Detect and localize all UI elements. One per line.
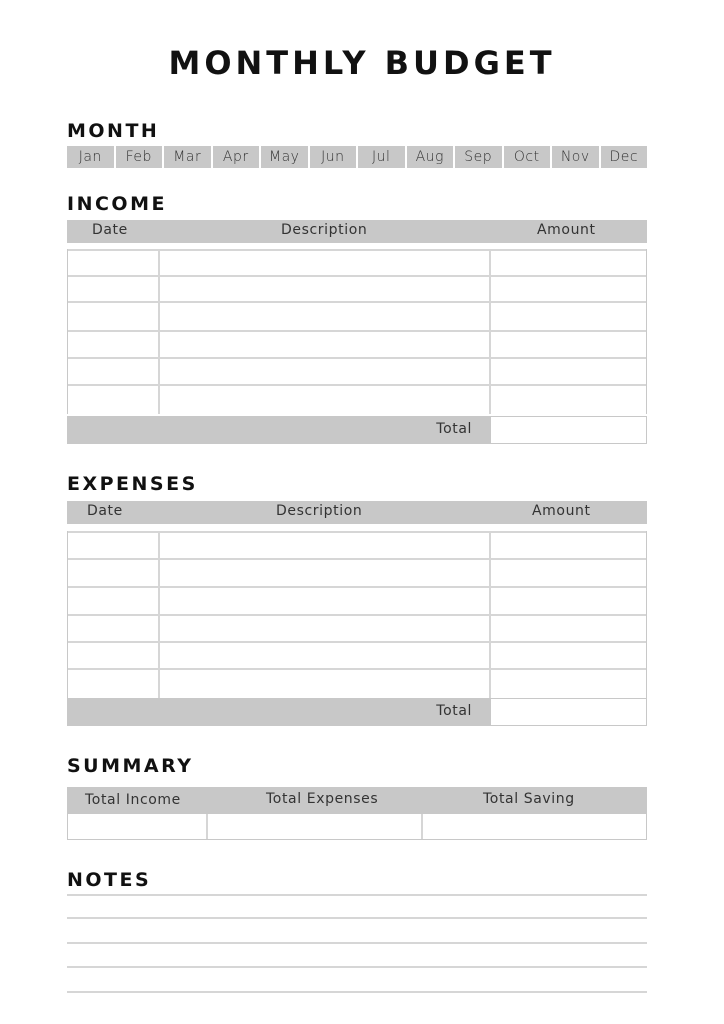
income-description-cell[interactable] bbox=[160, 251, 491, 275]
expense-description-cell[interactable] bbox=[160, 643, 491, 668]
expenses-total-label: Total bbox=[436, 703, 472, 719]
income-amount-cell[interactable] bbox=[491, 386, 646, 414]
month-dec[interactable]: Dec bbox=[601, 146, 648, 168]
income-description-cell[interactable] bbox=[160, 332, 491, 357]
income-date-cell[interactable] bbox=[68, 277, 160, 301]
month-nov[interactable]: Nov bbox=[552, 146, 601, 168]
table-row bbox=[68, 359, 646, 386]
table-row bbox=[68, 560, 646, 588]
expenses-col-description: Description bbox=[276, 503, 363, 519]
income-date-cell[interactable] bbox=[68, 386, 160, 414]
month-feb[interactable]: Feb bbox=[116, 146, 165, 168]
expense-description-cell[interactable] bbox=[160, 560, 491, 586]
month-aug[interactable]: Aug bbox=[407, 146, 456, 168]
expense-date-cell[interactable] bbox=[68, 670, 160, 698]
expense-amount-cell[interactable] bbox=[491, 560, 646, 586]
income-table-header bbox=[67, 220, 647, 243]
expenses-table-header bbox=[67, 501, 647, 524]
expense-description-cell[interactable] bbox=[160, 616, 491, 641]
income-col-amount: Amount bbox=[537, 222, 596, 238]
summary-values bbox=[67, 813, 647, 840]
expense-amount-cell[interactable] bbox=[491, 616, 646, 641]
income-amount-cell[interactable] bbox=[491, 277, 646, 301]
summary-heading: SUMMARY bbox=[67, 755, 194, 777]
income-amount-cell[interactable] bbox=[491, 359, 646, 384]
note-line[interactable] bbox=[67, 942, 647, 944]
expenses-col-date: Date bbox=[87, 503, 123, 519]
income-amount-cell[interactable] bbox=[491, 303, 646, 330]
month-jun[interactable]: Jun bbox=[310, 146, 359, 168]
month-may[interactable]: May bbox=[261, 146, 310, 168]
expenses-table bbox=[67, 531, 647, 698]
expense-date-cell[interactable] bbox=[68, 643, 160, 668]
income-col-date: Date bbox=[92, 222, 128, 238]
summary-total-income-label: Total Income bbox=[85, 792, 181, 808]
income-date-cell[interactable] bbox=[68, 251, 160, 275]
expense-date-cell[interactable] bbox=[68, 616, 160, 641]
income-amount-cell[interactable] bbox=[491, 332, 646, 357]
table-row bbox=[68, 332, 646, 359]
summary-total-expenses-value[interactable] bbox=[208, 814, 423, 839]
month-selector bbox=[67, 146, 647, 168]
expense-date-cell[interactable] bbox=[68, 588, 160, 614]
table-row bbox=[68, 249, 646, 277]
income-table bbox=[67, 249, 647, 414]
month-jul[interactable]: Jul bbox=[358, 146, 407, 168]
summary-total-expenses-label: Total Expenses bbox=[266, 791, 379, 807]
expenses-total-value[interactable] bbox=[490, 698, 647, 726]
income-date-cell[interactable] bbox=[68, 303, 160, 330]
month-apr[interactable]: Apr bbox=[213, 146, 262, 168]
expenses-heading: EXPENSES bbox=[67, 473, 198, 495]
table-row bbox=[68, 303, 646, 332]
expense-description-cell[interactable] bbox=[160, 588, 491, 614]
income-total-row bbox=[67, 416, 647, 444]
table-row bbox=[68, 277, 646, 303]
income-description-cell[interactable] bbox=[160, 386, 491, 414]
note-line[interactable] bbox=[67, 991, 647, 993]
month-oct[interactable]: Oct bbox=[504, 146, 553, 168]
table-row bbox=[68, 616, 646, 643]
summary-total-saving-label: Total Saving bbox=[483, 791, 575, 807]
income-date-cell[interactable] bbox=[68, 332, 160, 357]
table-row bbox=[68, 588, 646, 616]
note-line[interactable] bbox=[67, 917, 647, 919]
month-heading: MONTH bbox=[67, 120, 160, 142]
expense-amount-cell[interactable] bbox=[491, 670, 646, 698]
month-jan[interactable]: Jan bbox=[67, 146, 116, 168]
income-total-value[interactable] bbox=[490, 416, 647, 444]
notes-heading: NOTES bbox=[67, 869, 152, 891]
expenses-total-label-cell bbox=[67, 698, 490, 726]
expense-description-cell[interactable] bbox=[160, 533, 491, 558]
expense-amount-cell[interactable] bbox=[491, 533, 646, 558]
month-mar[interactable]: Mar bbox=[164, 146, 213, 168]
summary-total-income-value[interactable] bbox=[68, 814, 208, 839]
expense-amount-cell[interactable] bbox=[491, 643, 646, 668]
note-line[interactable] bbox=[67, 966, 647, 968]
month-sep[interactable]: Sep bbox=[455, 146, 504, 168]
summary-header bbox=[67, 787, 647, 813]
expenses-total-row bbox=[67, 698, 647, 726]
income-total-label-cell bbox=[67, 416, 490, 444]
table-row bbox=[68, 643, 646, 670]
expense-date-cell[interactable] bbox=[68, 560, 160, 586]
income-heading: INCOME bbox=[67, 193, 167, 215]
expense-amount-cell[interactable] bbox=[491, 588, 646, 614]
note-line[interactable] bbox=[67, 894, 647, 896]
income-description-cell[interactable] bbox=[160, 277, 491, 301]
table-row bbox=[68, 386, 646, 414]
income-total-label: Total bbox=[436, 421, 472, 437]
summary-total-saving-value[interactable] bbox=[423, 814, 646, 839]
income-col-description: Description bbox=[281, 222, 368, 238]
income-description-cell[interactable] bbox=[160, 303, 491, 330]
table-row bbox=[68, 670, 646, 698]
income-amount-cell[interactable] bbox=[491, 251, 646, 275]
page-title: MONTHLY BUDGET bbox=[168, 44, 556, 82]
expense-description-cell[interactable] bbox=[160, 670, 491, 698]
income-date-cell[interactable] bbox=[68, 359, 160, 384]
expense-date-cell[interactable] bbox=[68, 533, 160, 558]
table-row bbox=[68, 531, 646, 560]
expenses-col-amount: Amount bbox=[532, 503, 591, 519]
income-description-cell[interactable] bbox=[160, 359, 491, 384]
